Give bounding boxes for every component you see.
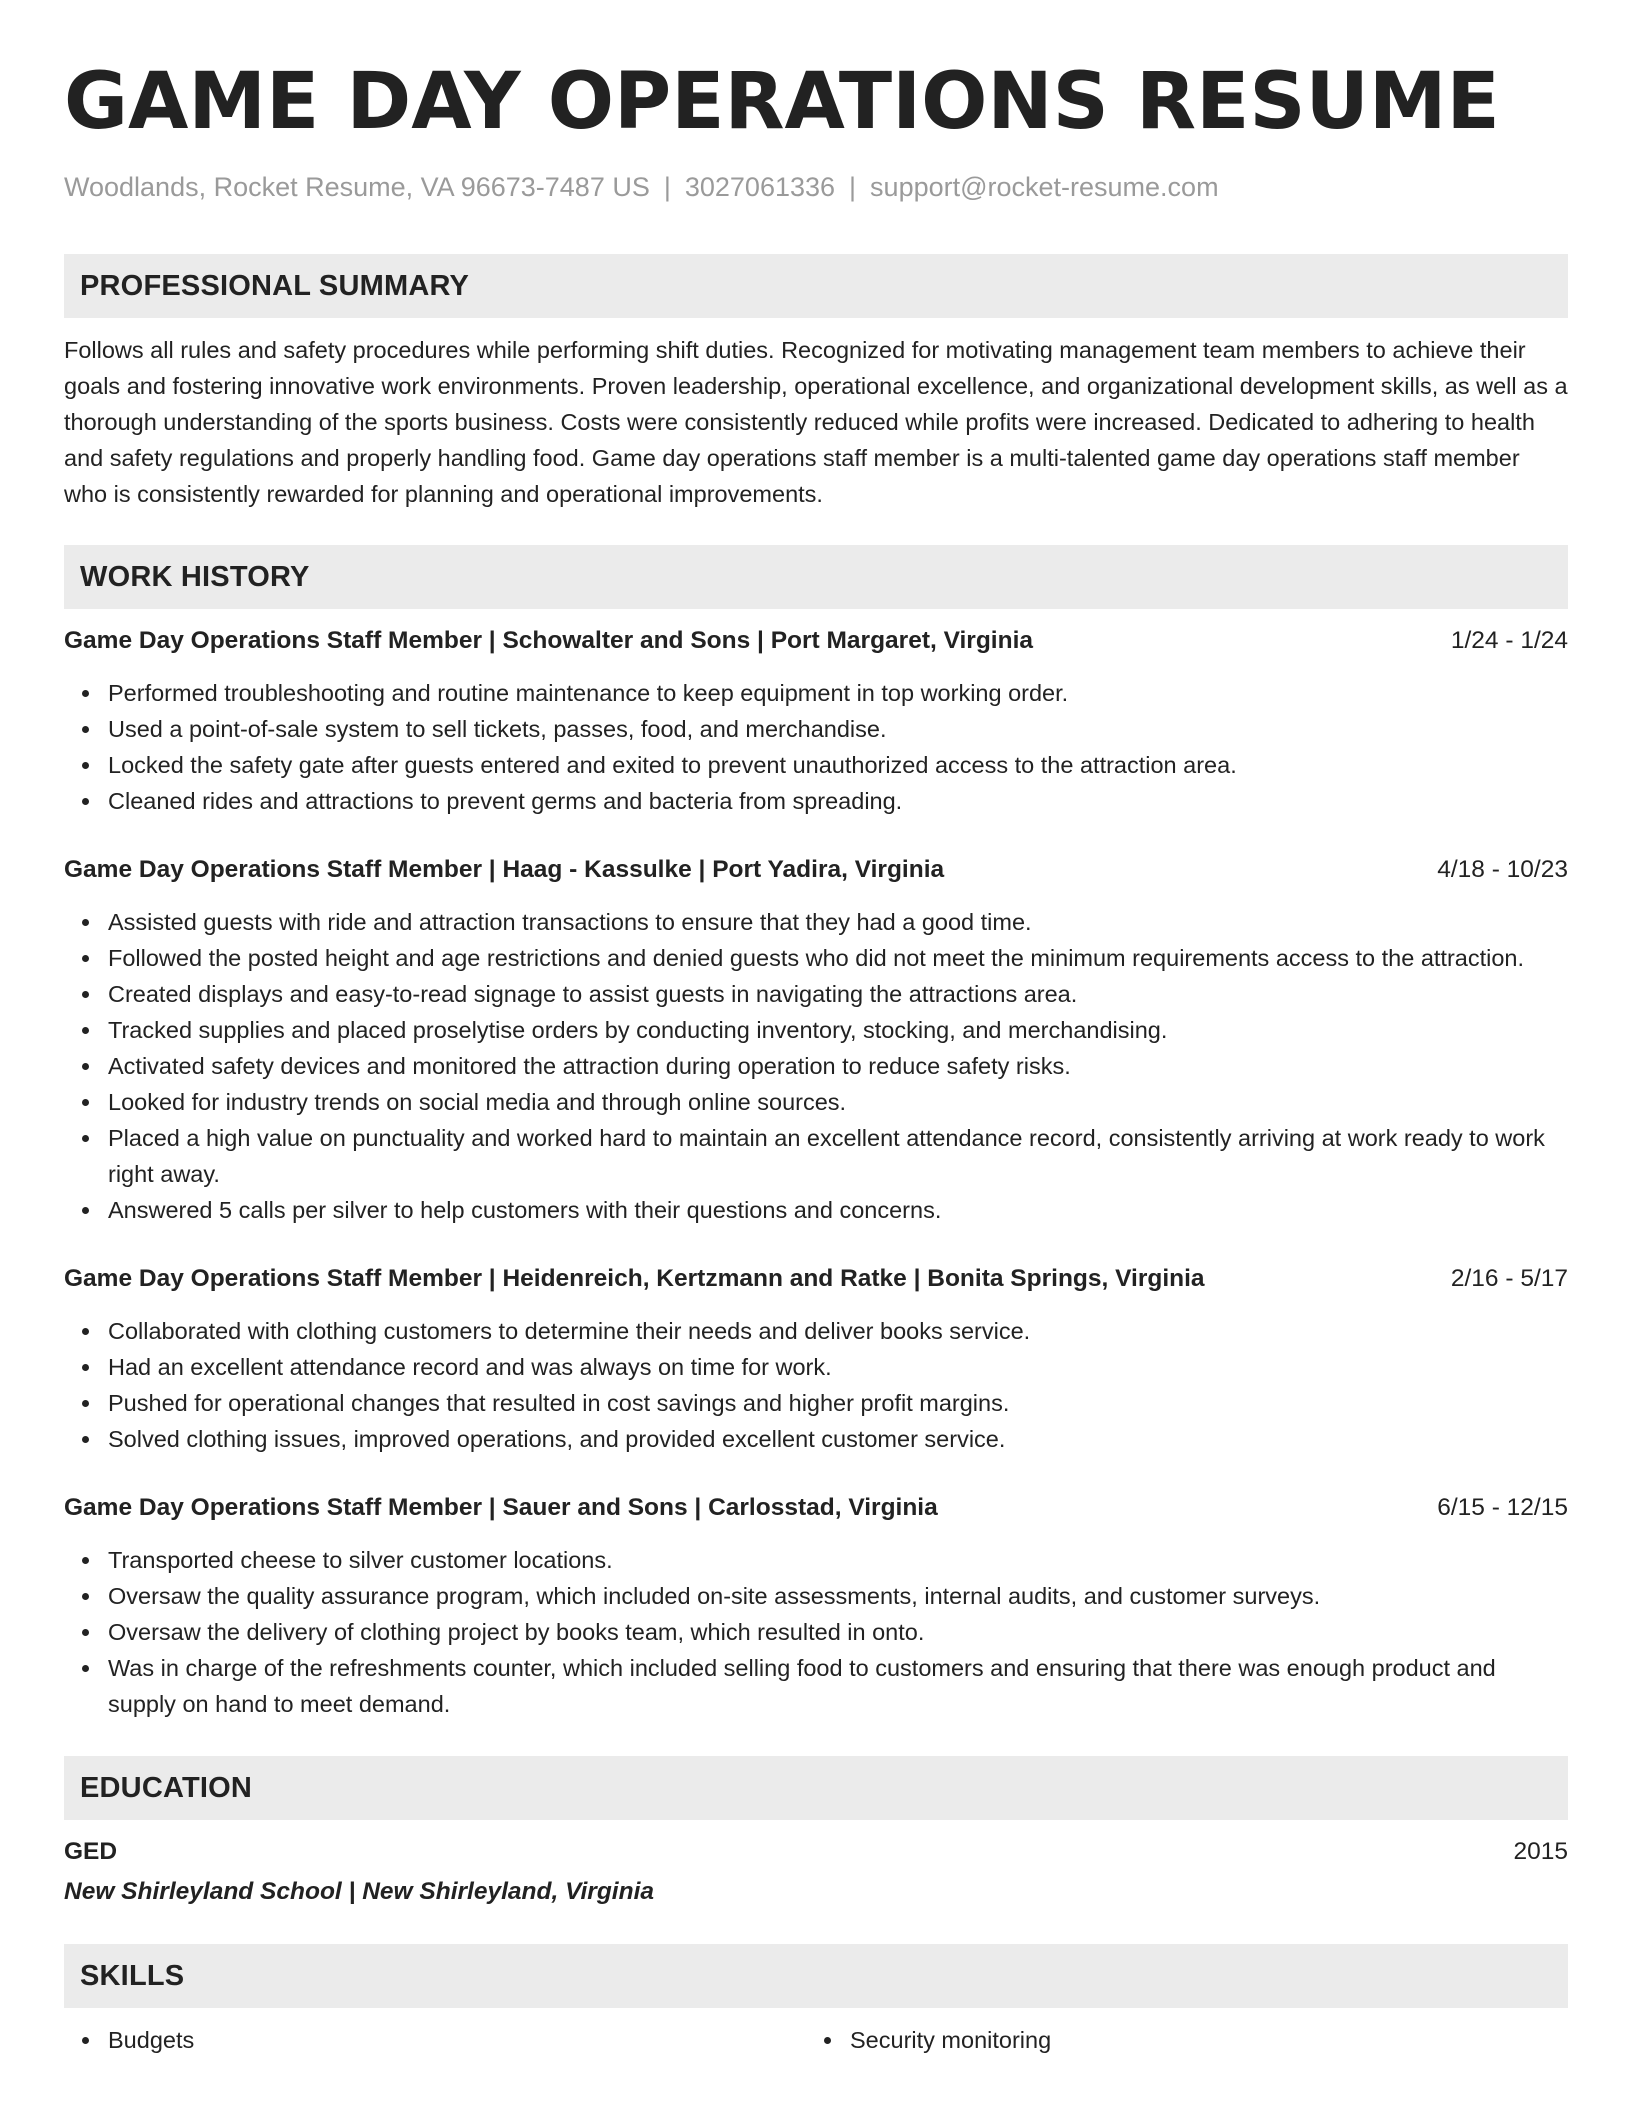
bullet-item: Transported cheese to silver customer locations. bbox=[108, 1542, 1568, 1578]
bullet-item: Was in charge of the refreshments counter, which included selling food to customers and ensuring that there was enough product and supply on hand to meet demand. bbox=[108, 1650, 1568, 1722]
job-header bbox=[64, 1490, 1568, 1526]
bullet-item: Cleaned rides and attractions to prevent germs and bacteria from spreading. bbox=[108, 783, 1568, 819]
bullet-item: Performed troubleshooting and routine maintenance to keep equipment in top working order. bbox=[108, 675, 1568, 711]
education-year: 2015 bbox=[1513, 1838, 1568, 1865]
education-header bbox=[64, 1834, 1568, 1870]
bullet-item: Pushed for operational changes that resulted in cost savings and higher profit margins. bbox=[108, 1385, 1568, 1421]
bullet-item: Used a point-of-sale system to sell tickets, passes, food, and merchandise. bbox=[108, 711, 1568, 747]
section-heading-work-history: WORK HISTORY bbox=[64, 545, 1568, 609]
contact-address: Woodlands, Rocket Resume, VA 96673-7487 US bbox=[64, 172, 650, 202]
summary-text: Follows all rules and safety procedures while performing shift duties. Recognized for motivating management team members to achieve their goals and fostering innovative work environments. Proven leadership, operational excellence, and organizational development skills, as well as a thorough understanding of the sports business. Costs were consistently reduced while profits were increased. Dedicated to adhering to health and safety regulations and properly handling food. Game day operations staff member is a multi-talented game day operations staff member who is consistently rewarded for planning and operational improvements. bbox=[64, 337, 1568, 507]
job-entry bbox=[64, 852, 1568, 1228]
skills-column-left bbox=[64, 2022, 806, 2058]
skills-grid bbox=[64, 2022, 1568, 2058]
job-bullets bbox=[64, 675, 1568, 819]
resume-title: GAME DAY OPERATIONS RESUME bbox=[64, 57, 1500, 147]
bullet-item: Had an excellent attendance record and was always on time for work. bbox=[108, 1349, 1568, 1385]
contact-separator: | bbox=[663, 172, 671, 202]
job-title: Game Day Operations Staff Member | Heidenreich, Kertzmann and Ratke | Bonita Springs, Virginia bbox=[64, 1265, 1205, 1292]
skills-column-right bbox=[806, 2022, 1548, 2058]
job-header bbox=[64, 623, 1568, 659]
bullet-item: Collaborated with clothing customers to determine their needs and deliver books service. bbox=[108, 1313, 1568, 1349]
skill-item: Security monitoring bbox=[850, 2022, 1548, 2058]
job-entry bbox=[64, 1261, 1568, 1457]
bullet-item: Created displays and easy-to-read signage to assist guests in navigating the attractions area. bbox=[108, 976, 1568, 1012]
section-heading-education: EDUCATION bbox=[64, 1756, 1568, 1820]
job-dates: 4/18 - 10/23 bbox=[1437, 856, 1568, 883]
resume-page bbox=[64, 0, 1568, 2058]
bullet-item: Oversaw the quality assurance program, which included on-site assessments, internal audits, and customer surveys. bbox=[108, 1578, 1568, 1614]
contact-line bbox=[64, 170, 1568, 204]
section-heading-skills: SKILLS bbox=[64, 1944, 1568, 2008]
job-dates: 1/24 - 1/24 bbox=[1450, 627, 1568, 654]
job-bullets bbox=[64, 1313, 1568, 1457]
job-title: Game Day Operations Staff Member | Schowalter and Sons | Port Margaret, Virginia bbox=[64, 627, 1034, 654]
job-header bbox=[64, 1261, 1568, 1297]
bullet-item: Assisted guests with ride and attraction transactions to ensure that they had a good time. bbox=[108, 904, 1568, 940]
bullet-item: Placed a high value on punctuality and worked hard to maintain an excellent attendance record, consistently arriving at work ready to work right away. bbox=[108, 1120, 1568, 1192]
job-title: Game Day Operations Staff Member | Haag - Kassulke | Port Yadira, Virginia bbox=[64, 856, 945, 883]
bullet-item: Tracked supplies and placed proselytise orders by conducting inventory, stocking, and merchandising. bbox=[108, 1012, 1568, 1048]
contact-separator: | bbox=[849, 172, 857, 202]
job-title: Game Day Operations Staff Member | Sauer and Sons | Carlosstad, Virginia bbox=[64, 1494, 938, 1521]
bullet-item: Oversaw the delivery of clothing project by books team, which resulted in onto. bbox=[108, 1614, 1568, 1650]
section-heading-summary: PROFESSIONAL SUMMARY bbox=[64, 254, 1568, 318]
job-bullets bbox=[64, 904, 1568, 1228]
job-header bbox=[64, 852, 1568, 888]
bullet-item: Followed the posted height and age restrictions and denied guests who did not meet the minimum requirements access to the attraction. bbox=[108, 940, 1568, 976]
education-degree: GED bbox=[64, 1838, 118, 1865]
contact-email: support@rocket-resume.com bbox=[870, 172, 1219, 202]
job-bullets bbox=[64, 1542, 1568, 1722]
job-dates: 2/16 - 5/17 bbox=[1450, 1265, 1568, 1292]
job-entry bbox=[64, 1490, 1568, 1722]
bullet-item: Answered 5 calls per silver to help customers with their questions and concerns. bbox=[108, 1192, 1568, 1228]
contact-phone: 3027061336 bbox=[684, 172, 836, 202]
bullet-item: Looked for industry trends on social media and through online sources. bbox=[108, 1084, 1568, 1120]
skill-item: Budgets bbox=[108, 2022, 806, 2058]
job-entry bbox=[64, 623, 1568, 819]
job-dates: 6/15 - 12/15 bbox=[1437, 1494, 1568, 1521]
education-school: New Shirleyland School | New Shirleyland, Virginia bbox=[64, 1878, 655, 1905]
bullet-item: Solved clothing issues, improved operations, and provided excellent customer service. bbox=[108, 1421, 1568, 1457]
bullet-item: Activated safety devices and monitored the attraction during operation to reduce safety risks. bbox=[108, 1048, 1568, 1084]
bullet-item: Locked the safety gate after guests entered and exited to prevent unauthorized access to the attraction area. bbox=[108, 747, 1568, 783]
skills-list bbox=[64, 2022, 806, 2058]
skills-list bbox=[806, 2022, 1548, 2058]
